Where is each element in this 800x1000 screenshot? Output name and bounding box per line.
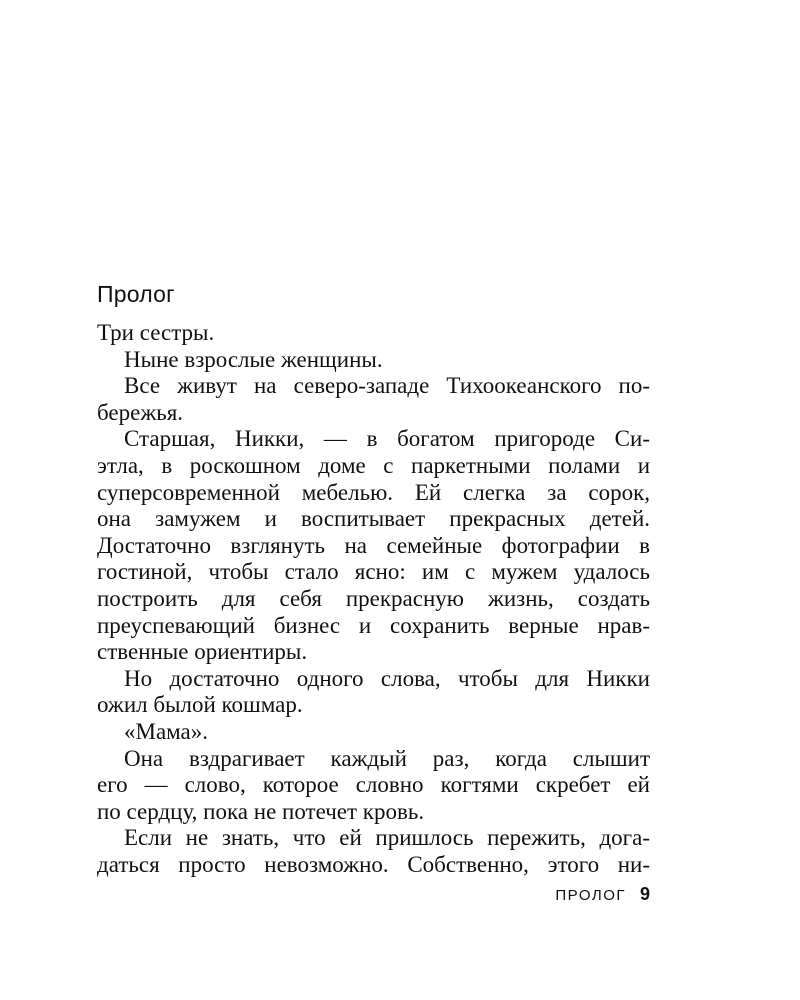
text-line: ственные ориентиры. (97, 639, 308, 665)
text-line: Все живут на северо-западе Тихоокеанского по- (124, 373, 650, 399)
text-line: Достаточно взглянуть на семейные фотографии в (97, 532, 650, 558)
text-line: гостиной, чтобы стало ясно: им с мужем удалось (97, 559, 650, 585)
text-line: она замужем и воспитывает прекрасных детей. (97, 506, 650, 532)
chapter-title: Пролог (97, 281, 175, 307)
text-line: Три сестры. (97, 320, 215, 345)
running-head: ПРОЛОГ (555, 887, 626, 904)
text-line: преуспевающий бизнес и сохранить верные нрав- (97, 612, 650, 638)
text-line: «Мама». (124, 718, 209, 744)
text-line: этла, в роскошном доме с паркетными полами и (97, 452, 650, 478)
body-text (97, 320, 650, 878)
text-line: ожил былой кошмар. (97, 692, 303, 718)
text-line: суперсовременной мебелью. Ей слегка за сорок, (97, 479, 650, 505)
page-number: 9 (639, 884, 650, 904)
text-line: Ныне взрослые женщины. (124, 346, 383, 372)
text-line: даться просто невозможно. Собственно, этого ни- (97, 851, 650, 877)
text-line: бережья. (97, 399, 184, 425)
text-line: Но достаточно одного слова, чтобы для Никки (124, 665, 650, 691)
text-line: его — слово, которое словно когтями скребет ей (97, 772, 650, 798)
text-line: Старшая, Никки, — в богатом пригороде Си- (124, 426, 650, 452)
text-line: построить для себя прекрасную жизнь, создать (97, 585, 650, 611)
page-footer (555, 884, 650, 905)
text-line: Если не знать, что ей пришлось пережить, дога- (124, 825, 650, 851)
text-line: Она вздрагивает каждый раз, когда слышит (124, 745, 650, 771)
text-line: по сердцу, пока не потечет кровь. (97, 798, 425, 824)
